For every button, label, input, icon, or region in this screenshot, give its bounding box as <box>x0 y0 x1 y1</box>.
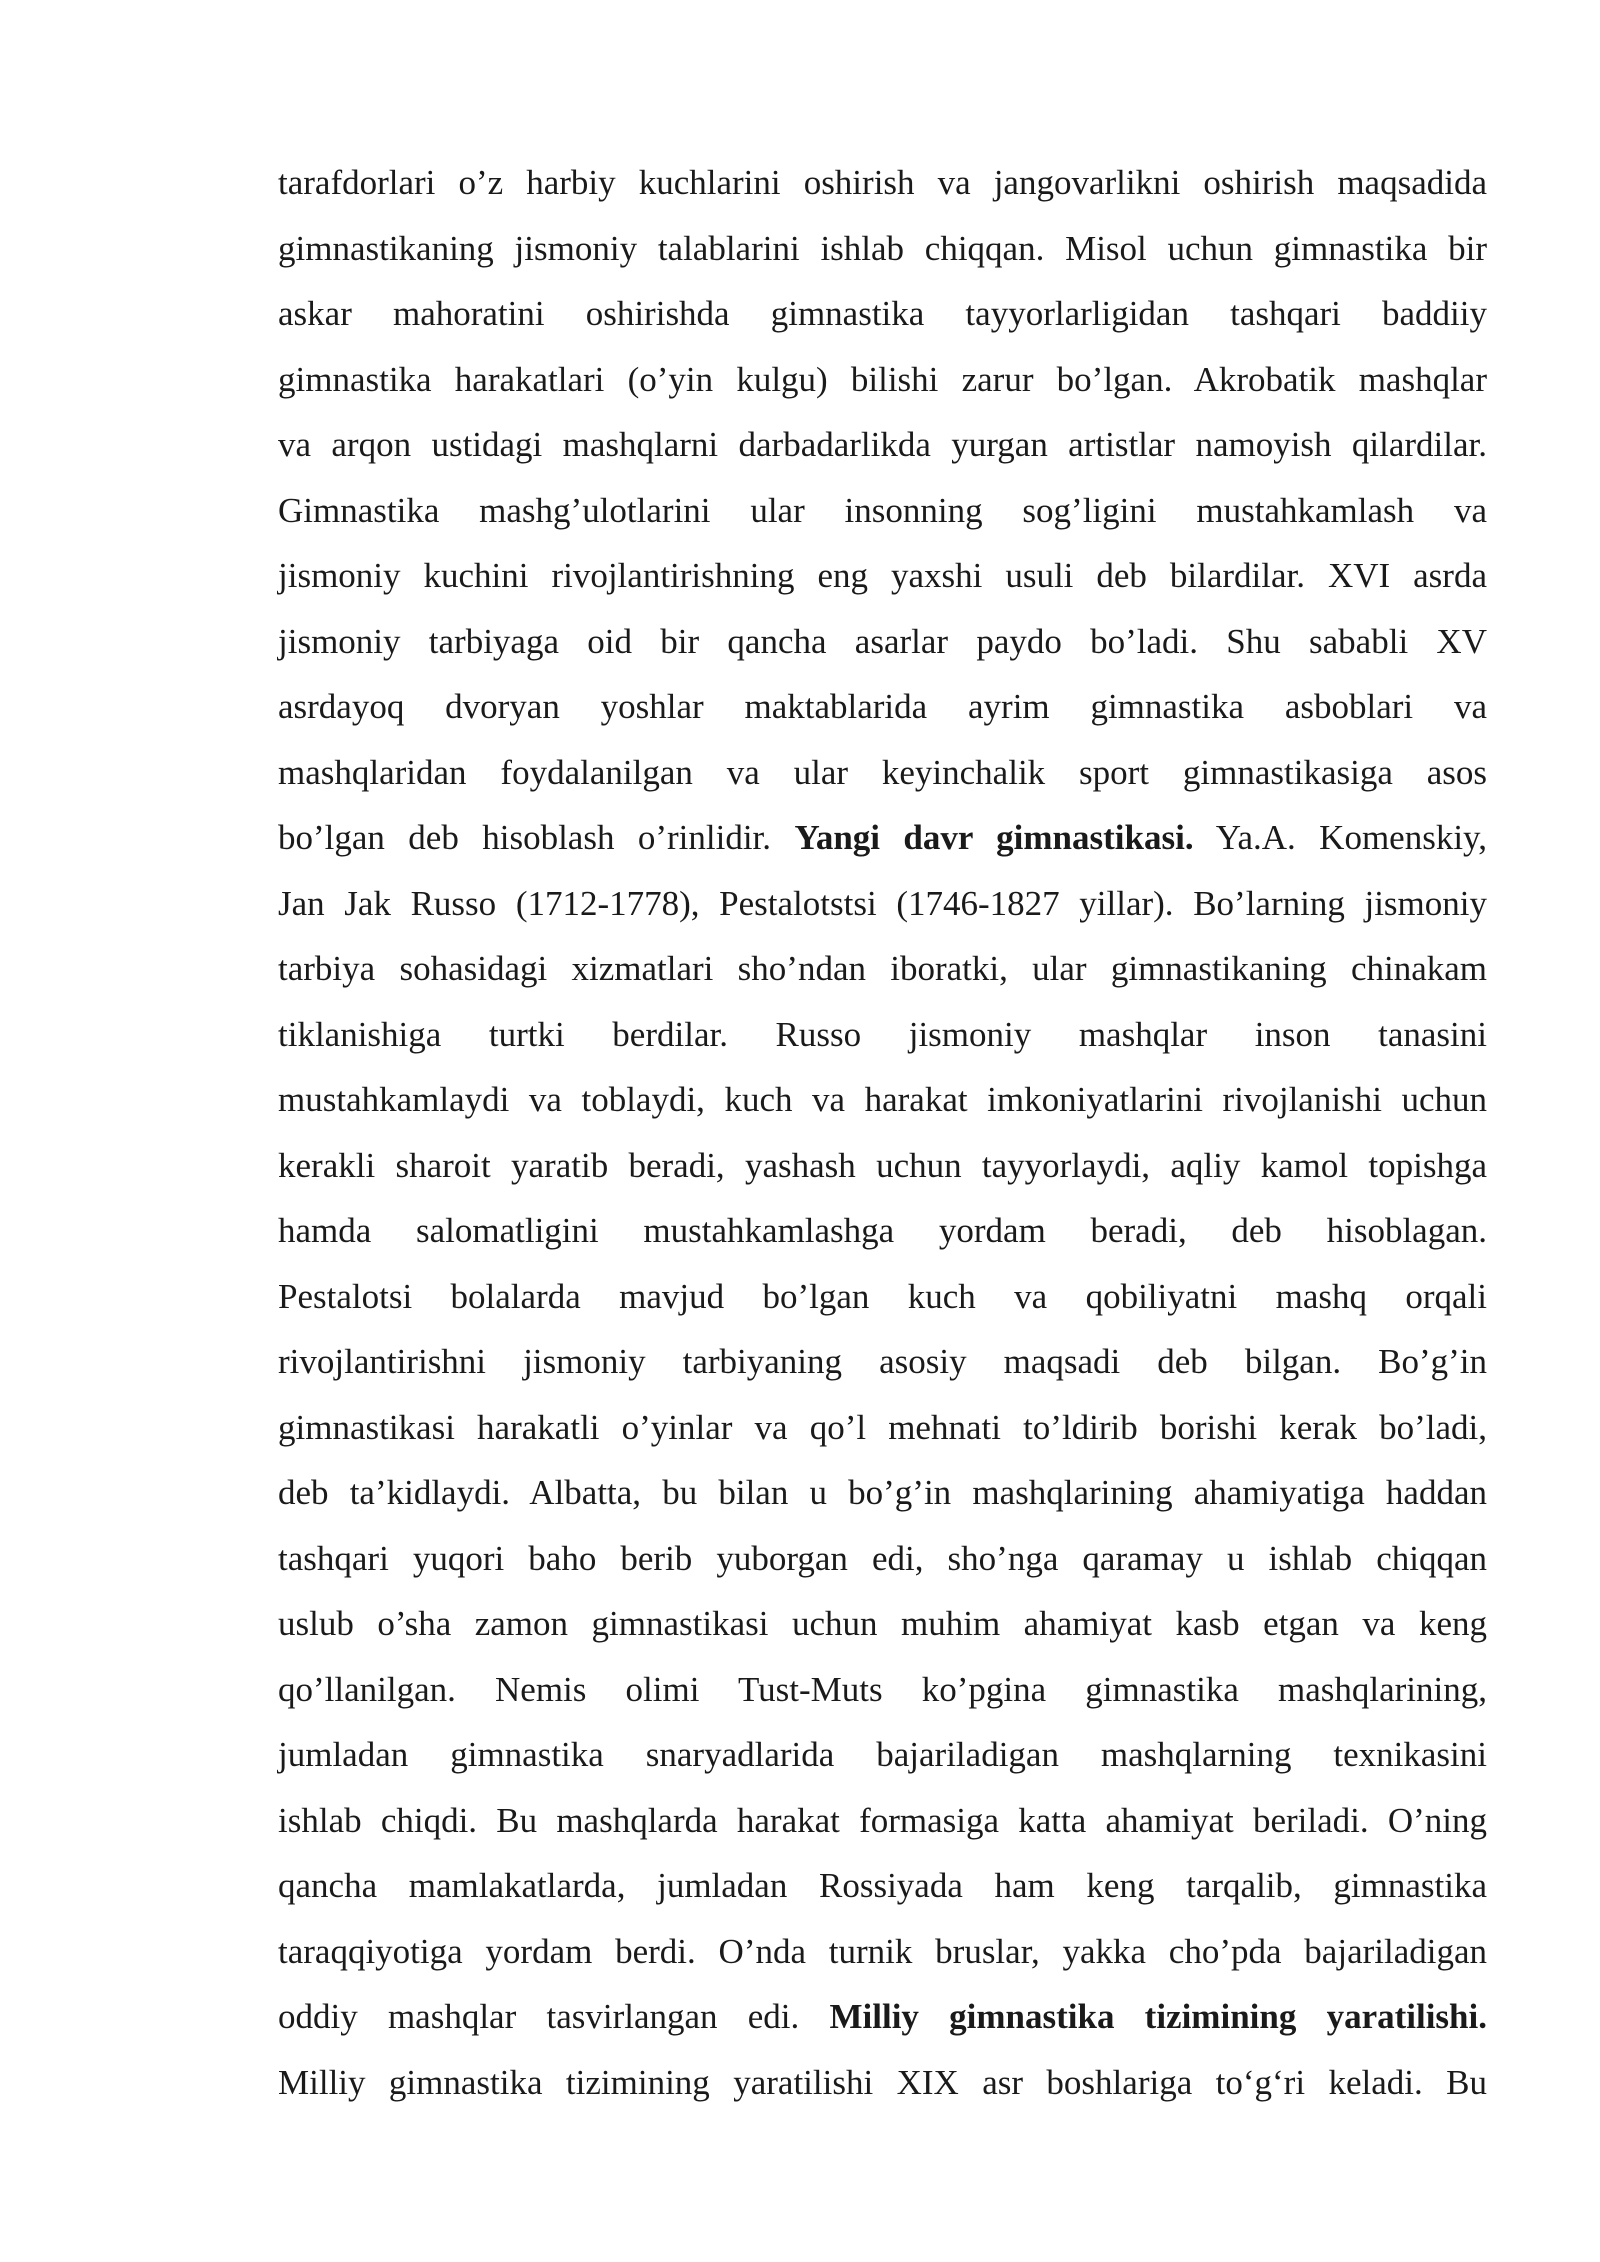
text-line: Milliy gimnastika tizimining yaratilishi XIX asr boshlariga to‘g‘ri keladi. Bu <box>278 2062 1487 2102</box>
text-line: tarbiya sohasidagi xizmatlari sho’ndan iboratki, ular gimnastikaning chinakam <box>278 949 1487 988</box>
text-line: kerakli sharoit yaratib beradi, yashash uchun tayyorlaydi, aqliy kamol topishga <box>278 1145 1487 1185</box>
text-line: Jan Jak Russo (1712-1778), Pestalotstsi (1746-1827 yillar). Bo’larning jismoniy <box>278 883 1487 923</box>
text-line: bo’lgan deb hisoblash o’rinlidir. Yangi davr gimnastikasi. Ya.A. Komenskiy, <box>278 818 1488 857</box>
text-line: rivojlantirishni jismoniy tarbiyaning asosiy maqsadi deb bilgan. Bo’g’in <box>278 1342 1487 1381</box>
text-line: gimnastikasi harakatli o’yinlar va qo’l mehnati to’ldirib borishi kerak bo’ladi, <box>278 1407 1487 1447</box>
text-line: jismoniy kuchini rivojlantirishning eng yaxshi usuli deb bilardilar. XVI asrda <box>278 556 1487 595</box>
text-line: Gimnastika mashg’ulotlarini ular insonning sog’ligini mustahkamlash va <box>278 490 1487 530</box>
text-line: oddiy mashqlar tasvirlangan edi. Milliy gimnastika tizimining yaratilishi. <box>278 1997 1487 2036</box>
text-line: tarafdorlari o’z harbiy kuchlarini oshirish va jangovarlikni oshirish maqsadida <box>278 163 1487 202</box>
text-line: uslub o’sha zamon gimnastikasi uchun muhim ahamiyat kasb etgan va keng <box>278 1604 1487 1643</box>
text-line: va arqon ustidagi mashqlarni darbadarlikda yurgan artistlar namoyish qilardilar. <box>278 425 1487 464</box>
text-line: gimnastikaning jismoniy talablarini ishlab chiqqan. Misol uchun gimnastika bir <box>278 228 1487 268</box>
text-line: askar mahoratini oshirishda gimnastika tayyorlarligidan tashqari baddiiy <box>278 294 1487 333</box>
text-line: tiklanishiga turtki berdilar. Russo jismoniy mashqlar inson tanasini <box>278 1014 1487 1054</box>
text-line: mustahkamlaydi va toblaydi, kuch va harakat imkoniyatlarini rivojlanishi uchun <box>278 1080 1487 1119</box>
text-line: qo’llanilgan. Nemis olimi Tust-Muts ko’pgina gimnastika mashqlarining, <box>278 1669 1487 1709</box>
text-line: mashqlaridan foydalanilgan va ular keyinchalik sport gimnastikasiga asos <box>278 752 1487 792</box>
text-line: ishlab chiqdi. Bu mashqlarda harakat formasiga katta ahamiyat beriladi. O’ning <box>278 1800 1487 1840</box>
text-line: hamda salomatligini mustahkamlashga yordam beradi, deb hisoblagan. <box>278 1211 1487 1250</box>
section-heading-national-system: Milliy gimnastika tizimining yaratilishi. <box>829 1997 1487 2036</box>
text-line: jismoniy tarbiyaga oid bir qancha asarlar paydo bo’ladi. Shu sababli XV <box>278 621 1487 661</box>
text-line: tashqari yuqori baho berib yuborgan edi, sho’nga qaramay u ishlab chiqqan <box>278 1538 1487 1578</box>
body-text <box>278 150 1487 2115</box>
section-heading-new-era: Yangi davr gimnastikasi. <box>794 818 1194 857</box>
text-line: deb ta’kidlaydi. Albatta, bu bilan u bo’g’in mashqlarining ahamiyatiga haddan <box>278 1473 1487 1512</box>
text-line: qancha mamlakatlarda, jumladan Rossiyada ham keng tarqalib, gimnastika <box>278 1866 1487 1905</box>
text-line: taraqqiyotiga yordam berdi. O’nda turnik bruslar, yakka cho’pda bajariladigan <box>278 1931 1487 1971</box>
text-line: Pestalotsi bolalarda mavjud bo’lgan kuch va qobiliyatni mashq orqali <box>278 1276 1487 1316</box>
text-line: gimnastika harakatlari (o’yin kulgu) bilishi zarur bo’lgan. Akrobatik mashqlar <box>278 359 1487 399</box>
text-line: jumladan gimnastika snaryadlarida bajariladigan mashqlarning texnikasini <box>278 1735 1487 1774</box>
text-line: asrdayoq dvoryan yoshlar maktablarida ayrim gimnastika asboblari va <box>278 687 1487 726</box>
